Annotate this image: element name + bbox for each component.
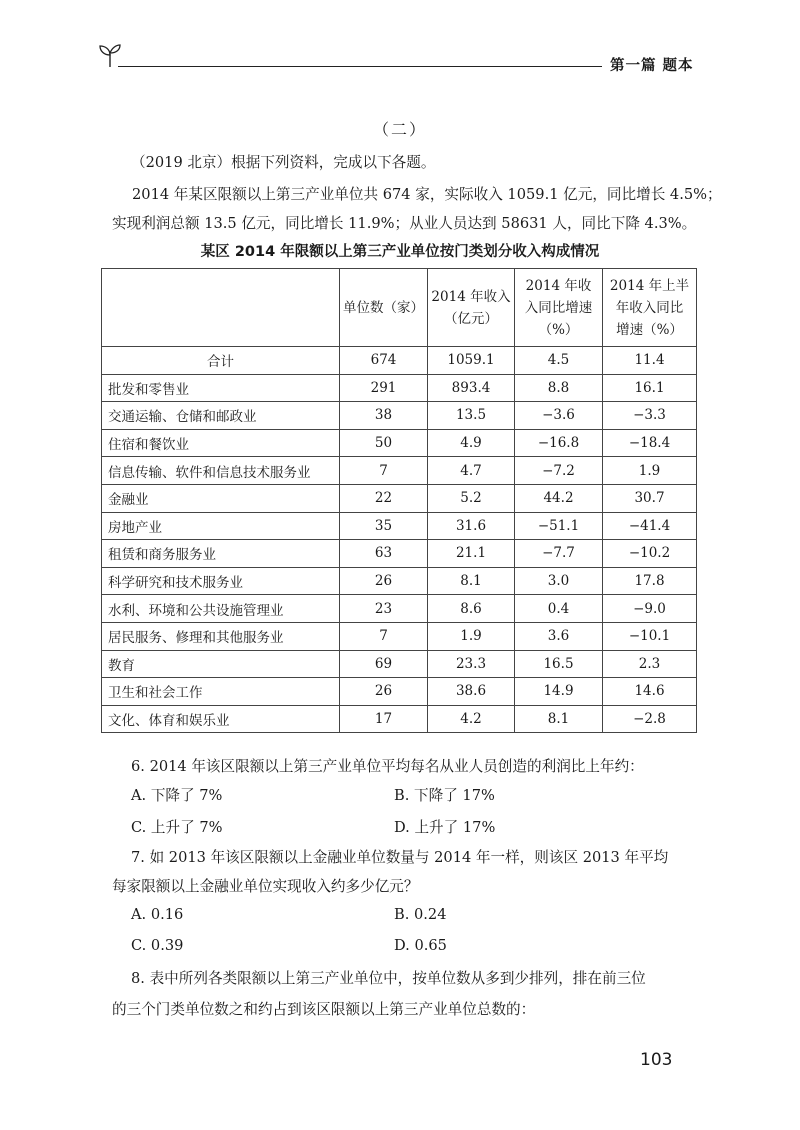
value-cell: 23.3 [428, 650, 515, 678]
value-cell: 38.6 [428, 678, 515, 706]
value-cell: 2.3 [603, 650, 697, 678]
value-cell: −7.2 [515, 457, 603, 485]
table-header-row [102, 269, 697, 347]
table-row [102, 567, 697, 595]
category-cell: 信息传输、软件和信息技术服务业 [102, 457, 340, 485]
question-8-stem-line-2: 的三个门类单位数之和约占到该区限额以上第三产业单位总数的： [112, 1001, 536, 1018]
question-6-option-c: C. 上升了 7% [131, 819, 223, 836]
value-cell: 21.1 [428, 540, 515, 568]
value-cell: 1.9 [428, 622, 515, 650]
table-title: 某区 2014 年限额以上第三产业单位按门类划分收入构成情况 [200, 244, 600, 260]
question-7-stem-line-2: 每家限额以上金融业单位实现收入约多少亿元？ [112, 878, 419, 895]
value-cell: −3.6 [515, 402, 603, 430]
value-cell: 31.6 [428, 512, 515, 540]
table-row [102, 595, 697, 623]
value-cell: 3.6 [515, 622, 603, 650]
value-cell: 17 [340, 705, 428, 733]
value-cell: 44.2 [515, 484, 603, 512]
value-cell: 674 [340, 347, 428, 375]
value-cell: 38 [340, 402, 428, 430]
question-7-stem-line-1: 7. 如 2013 年该区限额以上金融业单位数量与 2014 年一样，则该区 2013 年平均 [131, 849, 669, 866]
question-8-stem-line-1: 8. 表中所列各类限额以上第三产业单位中，按单位数从多到少排列，排在前三位 [131, 970, 646, 987]
header-text: 2014 年收入 [431, 288, 511, 305]
header-text: （%） [538, 321, 579, 338]
category-cell: 住宿和餐饮业 [102, 429, 340, 457]
header-cell-units [340, 269, 428, 347]
value-cell: −9.0 [603, 595, 697, 623]
value-cell: −2.8 [603, 705, 697, 733]
category-cell: 卫生和社会工作 [102, 678, 340, 706]
category-cell: 交通运输、仓储和邮政业 [102, 402, 340, 430]
header-cell-half-year-growth [603, 269, 697, 347]
material-paragraph-line-1: 2014 年某区限额以上第三产业单位共 674 家，实际收入 1059.1 亿元，同比增长 4.5%； [132, 186, 722, 203]
value-cell: 7 [340, 622, 428, 650]
category-cell: 水利、环境和公共设施管理业 [102, 595, 340, 623]
value-cell: 4.5 [515, 347, 603, 375]
value-cell: 69 [340, 650, 428, 678]
category-cell: 文化、体育和娱乐业 [102, 705, 340, 733]
table-row [102, 540, 697, 568]
value-cell: −7.7 [515, 540, 603, 568]
question-6-stem: 6. 2014 年该区限额以上第三产业单位平均每名从业人员创造的利润比上年约： [131, 758, 644, 775]
value-cell: 0.4 [515, 595, 603, 623]
value-cell: 63 [340, 540, 428, 568]
question-7-option-a: A. 0.16 [131, 906, 184, 923]
header-text: 单位数（家） [343, 299, 424, 316]
value-cell: 3.0 [515, 567, 603, 595]
value-cell: 14.6 [603, 678, 697, 706]
category-cell: 科学研究和技术服务业 [102, 567, 340, 595]
question-6-option-a: A. 下降了 7% [131, 787, 223, 804]
table-row [102, 512, 697, 540]
material-paragraph-line-2: 实现利润总额 13.5 亿元，同比增长 11.9%；从业人员达到 58631 人，同比下降 4.3%。 [112, 215, 697, 232]
header-text: （亿元） [444, 310, 498, 327]
table-row [102, 374, 697, 402]
value-cell: 1059.1 [428, 347, 515, 375]
value-cell: 35 [340, 512, 428, 540]
value-cell: 8.1 [515, 705, 603, 733]
category-cell: 居民服务、修理和其他服务业 [102, 622, 340, 650]
header-rule [118, 66, 602, 67]
value-cell: 8.6 [428, 595, 515, 623]
value-cell: 16.1 [603, 374, 697, 402]
value-cell: 4.9 [428, 429, 515, 457]
table-row [102, 678, 697, 706]
value-cell: 893.4 [428, 374, 515, 402]
header-text: 入同比增速 [524, 299, 593, 316]
question-6-option-b: B. 下降了 17% [394, 787, 495, 804]
header-cell-growth [515, 269, 603, 347]
value-cell: 4.2 [428, 705, 515, 733]
value-cell: 13.5 [428, 402, 515, 430]
question-7-option-c: C. 0.39 [131, 937, 184, 954]
category-cell: 金融业 [102, 484, 340, 512]
table-row [102, 347, 697, 375]
header-title: 第一篇 题本 [610, 58, 694, 74]
page-number: 103 [640, 1050, 673, 1070]
header-text: 2014 年收 [525, 277, 592, 294]
intro-text: （2019 北京）根据下列资料，完成以下各题。 [131, 154, 436, 171]
category-cell: 房地产业 [102, 512, 340, 540]
header-text: 2014 年上半 [609, 277, 690, 294]
question-6-option-d: D. 上升了 17% [394, 819, 496, 836]
value-cell: 26 [340, 678, 428, 706]
header-cell-income [428, 269, 515, 347]
category-cell: 租赁和商务服务业 [102, 540, 340, 568]
value-cell: 291 [340, 374, 428, 402]
category-cell: 教育 [102, 650, 340, 678]
question-7-option-d: D. 0.65 [394, 937, 447, 954]
value-cell: 23 [340, 595, 428, 623]
section-title: （二） [372, 120, 427, 139]
value-cell: 5.2 [428, 484, 515, 512]
header-text: 增速（%） [616, 321, 683, 338]
value-cell: 22 [340, 484, 428, 512]
value-cell: −16.8 [515, 429, 603, 457]
value-cell: −51.1 [515, 512, 603, 540]
value-cell: 26 [340, 567, 428, 595]
header-text: 年收入同比 [615, 299, 684, 316]
sprout-icon [98, 42, 122, 68]
table-row [102, 457, 697, 485]
category-cell: 批发和零售业 [102, 374, 340, 402]
table-row [102, 650, 697, 678]
value-cell: 17.8 [603, 567, 697, 595]
value-cell: 4.7 [428, 457, 515, 485]
value-cell: −10.1 [603, 622, 697, 650]
value-cell: 14.9 [515, 678, 603, 706]
value-cell: 8.8 [515, 374, 603, 402]
value-cell: −41.4 [603, 512, 697, 540]
value-cell: −10.2 [603, 540, 697, 568]
value-cell: 1.9 [603, 457, 697, 485]
table-row [102, 402, 697, 430]
table-row [102, 622, 697, 650]
category-cell: 合计 [102, 347, 340, 375]
value-cell: −18.4 [603, 429, 697, 457]
value-cell: 8.1 [428, 567, 515, 595]
table-row [102, 429, 697, 457]
value-cell: −3.3 [603, 402, 697, 430]
header-cell-category [102, 269, 340, 347]
income-table [101, 268, 697, 733]
table-row [102, 484, 697, 512]
value-cell: 30.7 [603, 484, 697, 512]
value-cell: 11.4 [603, 347, 697, 375]
value-cell: 50 [340, 429, 428, 457]
value-cell: 7 [340, 457, 428, 485]
table-row [102, 705, 697, 733]
value-cell: 16.5 [515, 650, 603, 678]
question-7-option-b: B. 0.24 [394, 906, 447, 923]
